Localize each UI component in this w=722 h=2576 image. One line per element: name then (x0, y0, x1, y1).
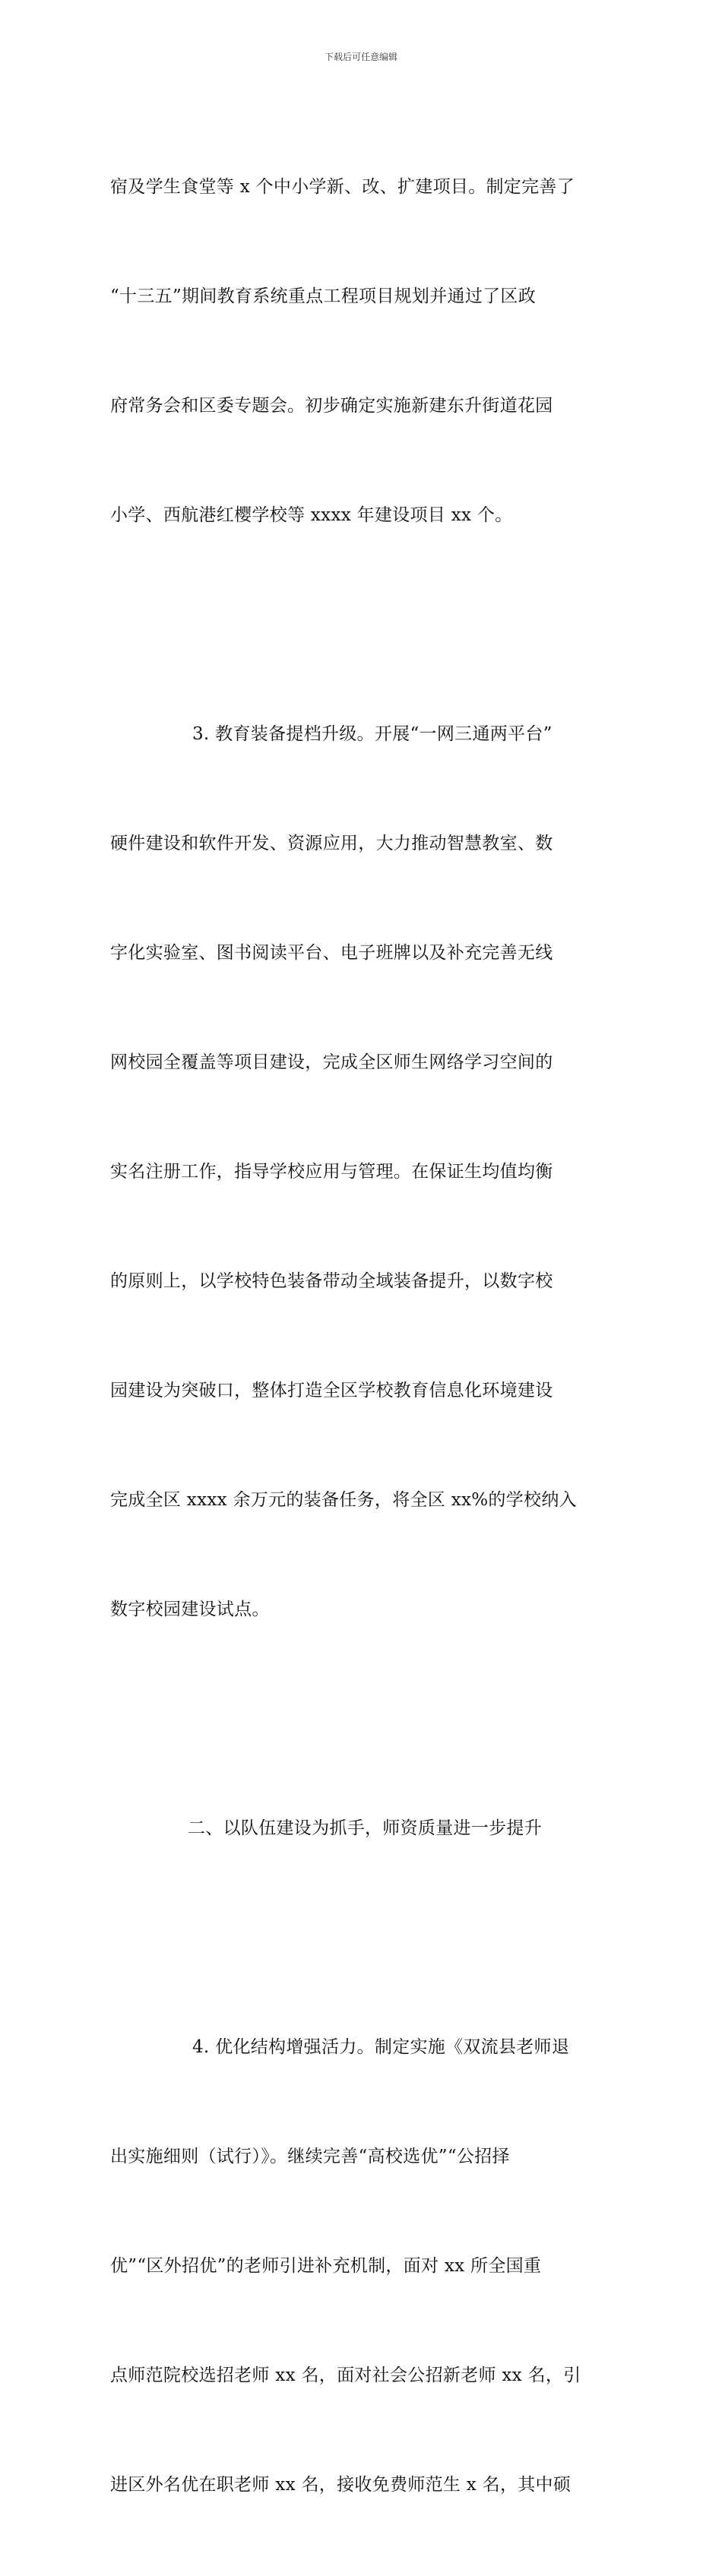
paragraph-2 (110, 643, 619, 1701)
text-line: 实名注册工作，指导学校应用与管理。在保证生均值均衡 (110, 1162, 553, 1182)
text-line: 宿及学生食堂等 x 个中小学新、改、扩建项目。制定完善了 (110, 177, 575, 197)
text-line: 出实施细则（试行）》。继续完善“高校选优”“公招择 (110, 2147, 510, 2166)
text-line: 硬件建设和软件开发、资源应用，大力推动智慧教室、数 (110, 834, 553, 853)
text-line: 字化实验室、图书阅读平台、电子班牌以及补充完善无线 (110, 943, 553, 963)
text-line: 点师范院校选招老师 xx 名，面对社会公招新老师 xx 名，引 (110, 2366, 581, 2385)
text-line: 小学、西航港红樱学校等 xxxx 年建设项目 xx 个。 (110, 505, 513, 525)
text-line: 府常务会和区委专题会。初步确定实施新建东升街道花园 (110, 396, 553, 416)
text-line: 园建设为突破口，整体打造全区学校教育信息化环境建设 (110, 1381, 553, 1400)
text-line: 4. 优化结构增强活力。制定实施《双流县老师退 (192, 2037, 570, 2057)
text-line: 完成全区 xxxx 余万元的装备任务，将全区 xx%的学校纳入 (110, 1490, 577, 1510)
paragraph-1 (110, 96, 619, 606)
document-body (110, 96, 619, 2576)
text-line: 网校园全覆盖等项目建设，完成全区师生网络学习空间的 (110, 1052, 553, 1072)
text-line: 进区外名优在职老师 xx 名，接收免费师范生 x 名，其中硕 (110, 2475, 572, 2495)
page-header: 下载后可任意编辑 (324, 52, 397, 62)
text-line: 数字校园建设试点。 (110, 1600, 270, 1619)
text-line: 优”“区外招优”的老师引进补充机制，面对 xx 所全国重 (110, 2256, 542, 2276)
text-line: 的原则上，以学校特色装备带动全域装备提升，以数字校 (110, 1271, 553, 1291)
heading-text: 二、以队伍建设为抓手，师资质量进一步提升 (188, 1818, 542, 1838)
paragraph-4 (110, 1956, 619, 2576)
text-line: “十三五”期间教育系统重点工程项目规划并通过了区政 (110, 286, 537, 306)
section-heading (110, 1737, 619, 1919)
text-line: 3. 教育装备提档升级。开展“一网三通两平台” (192, 724, 553, 744)
